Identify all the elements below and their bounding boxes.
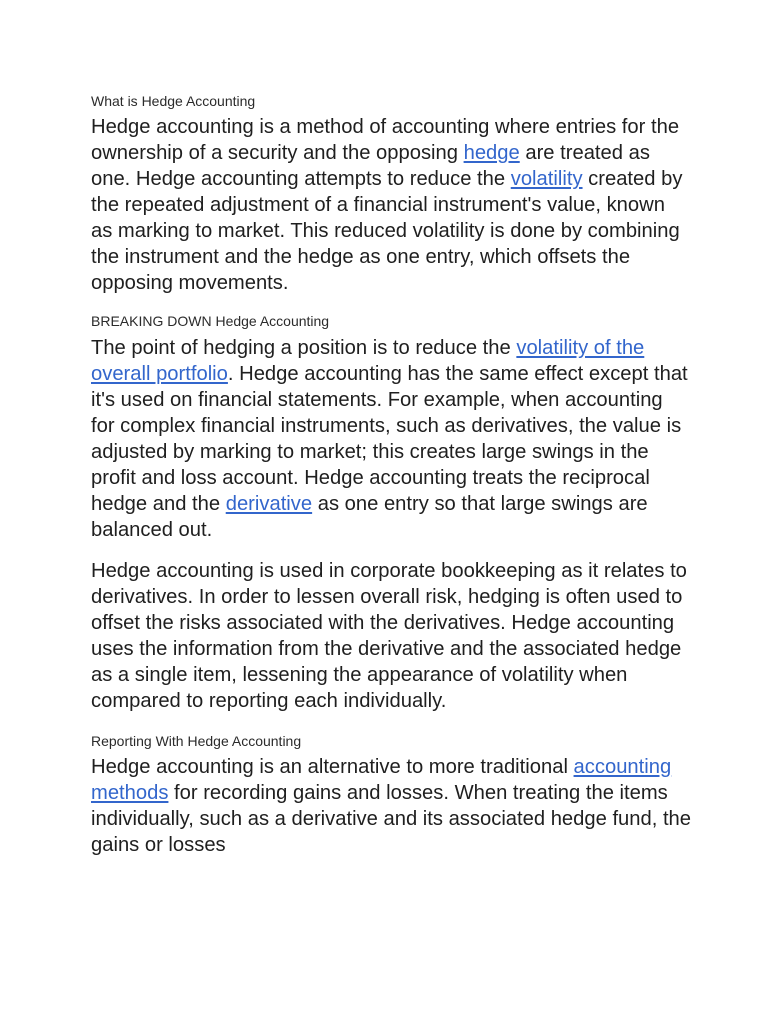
paragraph-text: Hedge accounting is a method of accounting where entries for the ownership of a security and the opposing xyxy=(91,116,680,164)
derivative-link[interactable]: derivative xyxy=(225,493,313,515)
section-paragraph xyxy=(91,754,691,858)
section-paragraph xyxy=(91,114,691,296)
section-heading: Reporting With Hedge Accounting xyxy=(91,733,302,749)
volatility-link[interactable]: volatility xyxy=(510,168,583,190)
section-reporting xyxy=(91,732,691,858)
paragraph-text: are treated as one. Hedge accounting attempts to reduce the xyxy=(91,142,650,190)
section-heading: BREAKING DOWN Hedge Accounting xyxy=(91,313,330,329)
paragraph-text: Hedge accounting is an alternative to more traditional xyxy=(91,756,574,778)
paragraph-text: created by the repeated adjustment of a financial instrument's value, known as marking to market. This reduced volatility is done by combining the instrument and the hedge as one entry, which offsets the opposing movements. xyxy=(91,168,683,294)
hedge-link[interactable]: hedge xyxy=(463,142,520,164)
document-page xyxy=(91,92,691,858)
volatility-of-portfolio-link[interactable]: volatility of the overall portfolio xyxy=(91,337,645,385)
paragraph-text: for recording gains and losses. When treating the items individually, such as a derivative and its associated hedge fund, the gains or losses xyxy=(91,782,692,856)
paragraph-text: as one entry so that large swings are balanced out. xyxy=(91,493,648,541)
section-what-is-hedge-accounting xyxy=(91,92,691,296)
paragraph-text: . Hedge accounting has the same effect except that it's used on financial statements. For example, when accounting for complex financial instruments, such as derivatives, the value is adjusted by marking to market; this creates large swings in the profit and loss account. Hedge accounting treats the reciprocal hedge and the xyxy=(91,363,688,515)
section-heading: What is Hedge Accounting xyxy=(91,93,256,109)
accounting-methods-link[interactable]: accounting methods xyxy=(91,756,672,804)
section-breaking-down xyxy=(91,312,691,714)
paragraph-text: Hedge accounting is used in corporate bookkeeping as it relates to derivatives. In order to lessen overall risk, hedging is often used to offset the risks associated with the derivatives. Hedge accounting uses the information from the derivative and the associated hedge as a single item, lessening the appearance of volatility when compared to reporting each individually. xyxy=(91,560,687,712)
paragraph-text: The point of hedging a position is to reduce the xyxy=(91,337,517,359)
section-paragraph xyxy=(91,558,691,714)
section-paragraph xyxy=(91,335,691,543)
